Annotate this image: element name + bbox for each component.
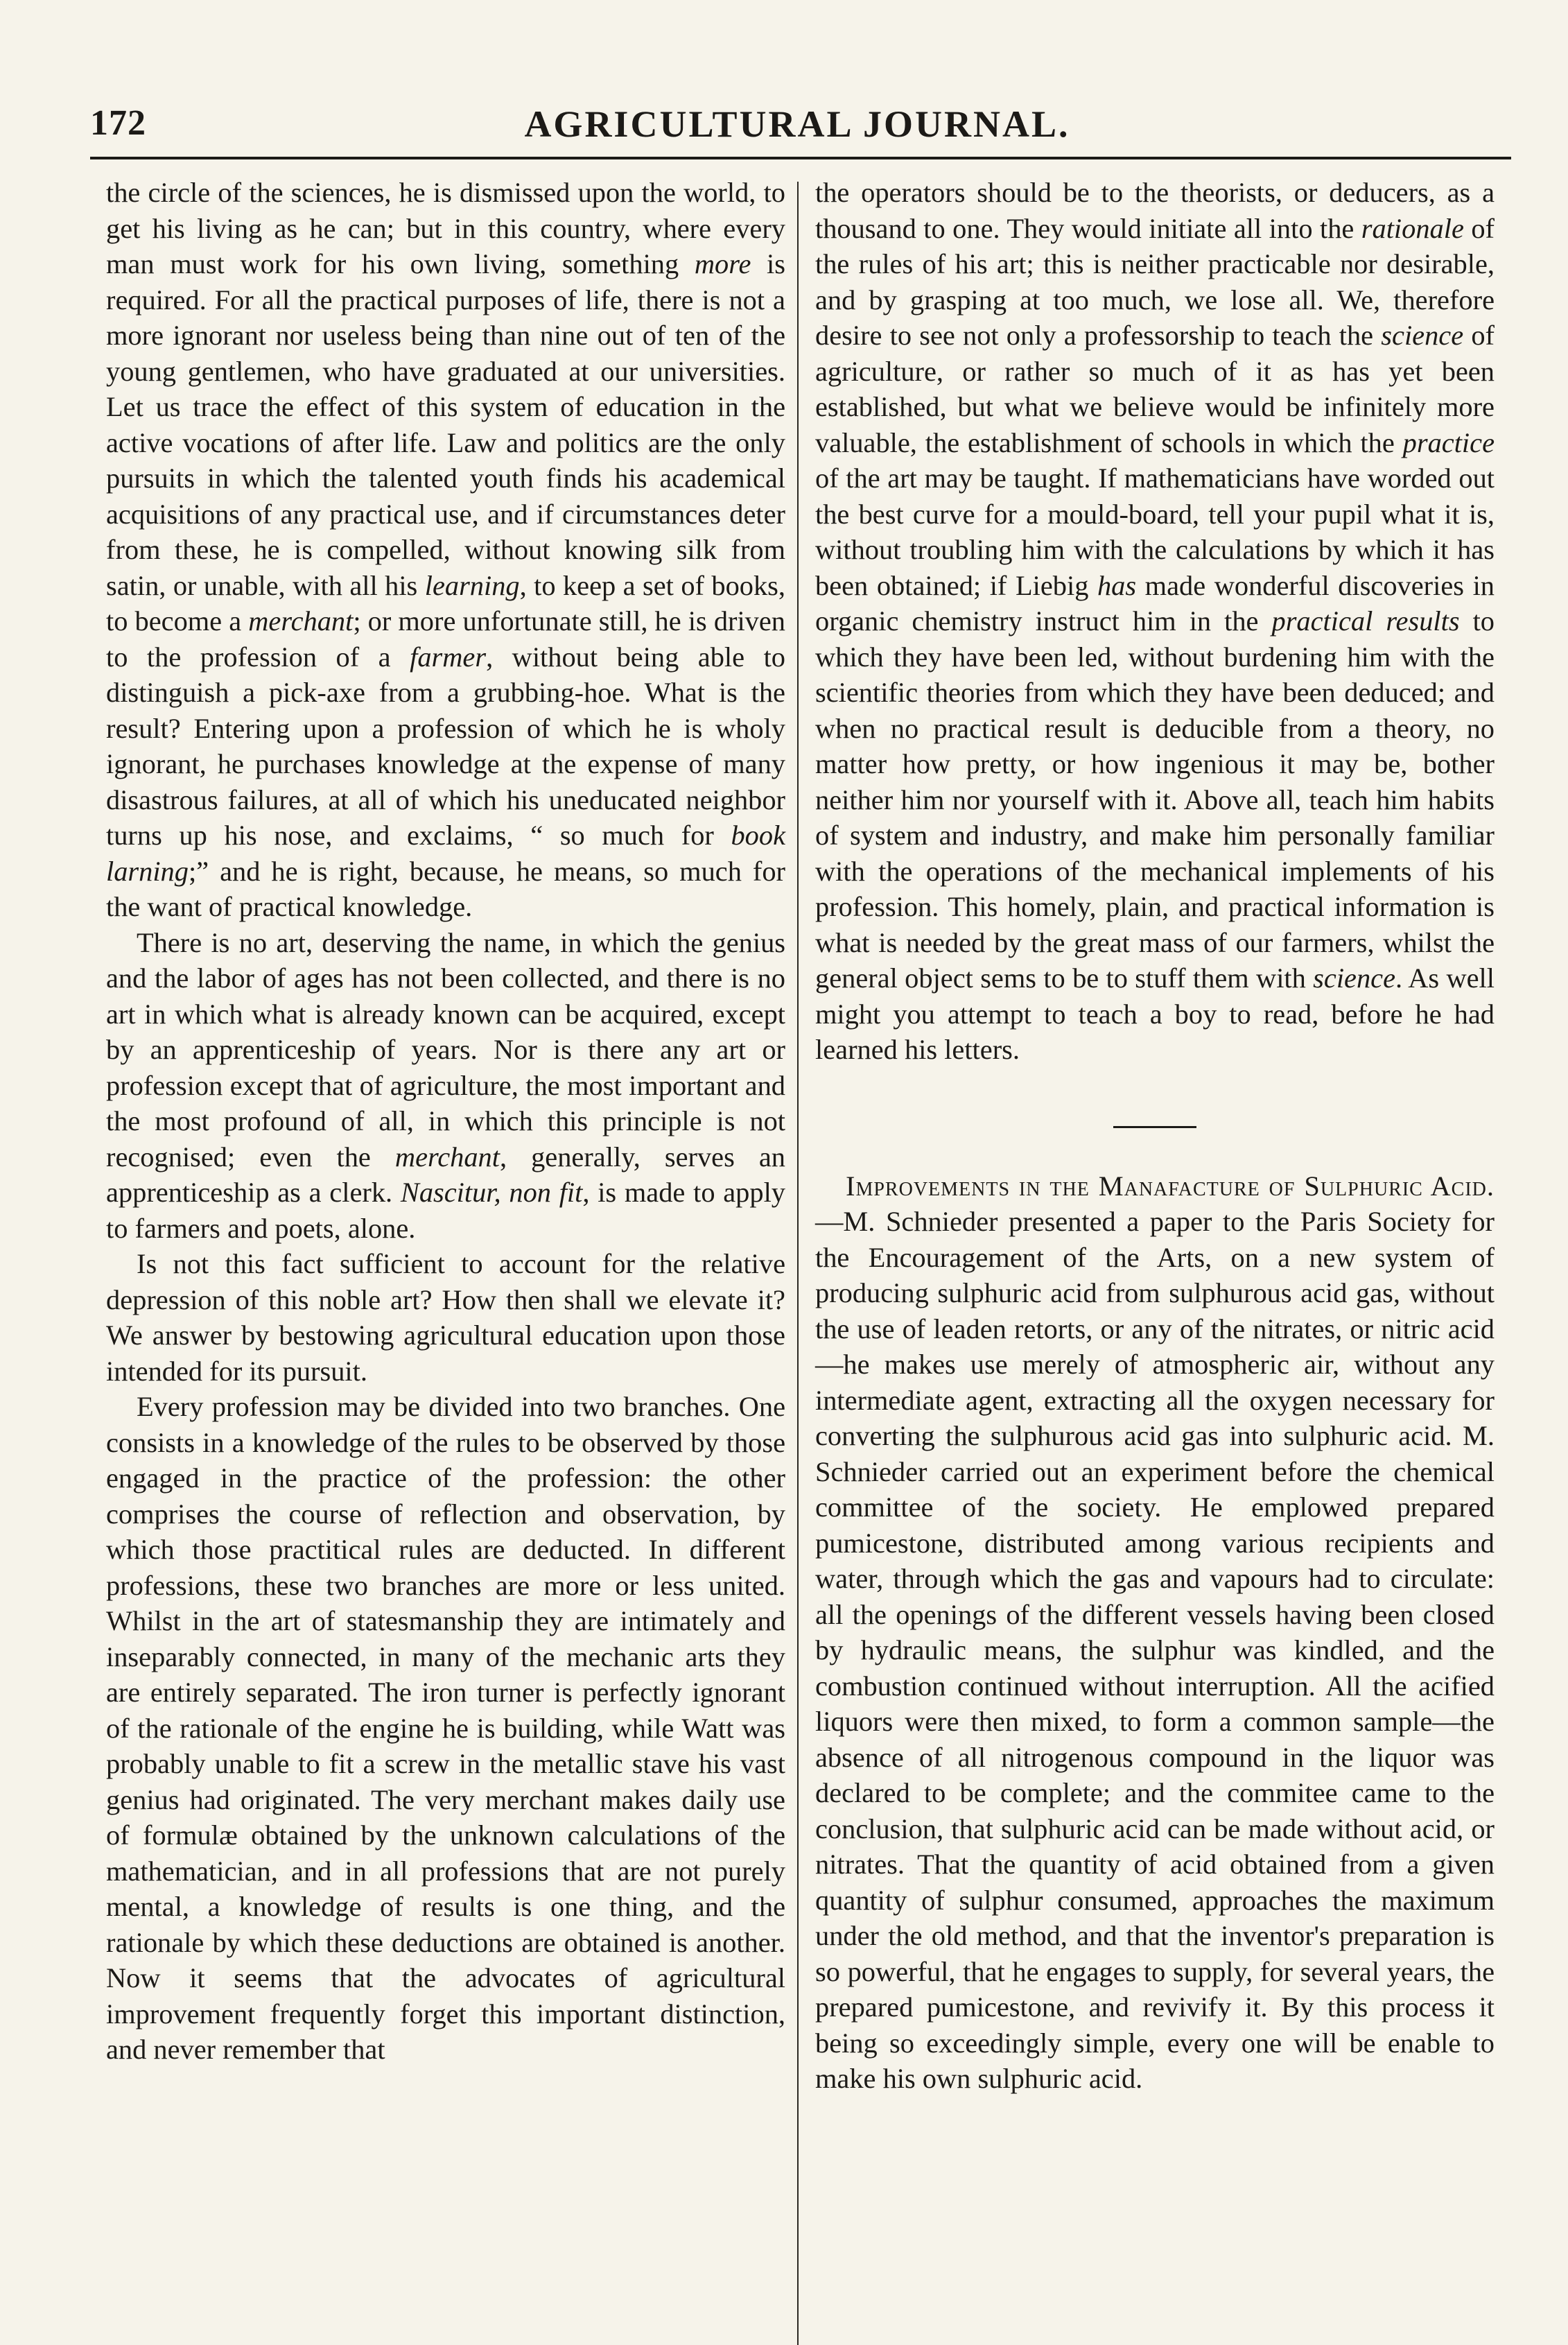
text-run: to which they have been led, without burdening him with the scientific theories from which they have been deduced; and when no practical result is deducible from a theory, no matter how pretty, or how ingenious it may be, bother neither him nor yourself with it. Above all, teach him habits of system and industry, and make him personally familiar with the operations of the mechanical implements of his profession. This homely, plain, and practical information is what is needed by the great mass of our farmers, whilst the general object sems to be to stuff them with — [815, 605, 1495, 994]
paragraph — [106, 925, 785, 1247]
italic-text: science — [1313, 962, 1396, 994]
italic-text: merchant — [394, 1141, 500, 1172]
text-run: of agriculture, or rather so much of it as has yet been established, but what we believe would be infinitely more valuable, the establishment of schools in which the — [815, 320, 1495, 458]
left-column — [106, 175, 785, 2068]
text-run: ; or more unfortunate still, he is driven to the profession of a — [106, 605, 786, 673]
header-rule — [90, 157, 1511, 159]
text-run: of the rules of his art; this is neither practicable nor desirable, and by grasping at too much, we lose all. We, therefore desire to see not only a professorship to teach the — [815, 212, 1495, 351]
paragraph — [815, 175, 1495, 1068]
text-run: , to keep a set of books, to become a — [106, 569, 785, 637]
text-run: , without being able to distinguish a pick-axe from a grubbing-hoe. What is the result? Entering upon a profession of which he is wholy ignorant, he purchases knowledge at the expense of many disastrous failures, at all of which his uneducated neighbor turns up his nose, and exclaims, “ so much for — [106, 641, 785, 851]
italic-text: book larning — [106, 820, 785, 887]
section-divider — [1113, 1126, 1196, 1128]
running-title: AGRICULTURAL JOURNAL. — [524, 103, 1070, 145]
right-column — [815, 175, 1495, 2097]
italic-text: farmer — [410, 641, 487, 673]
italic-text: has — [1097, 569, 1137, 601]
article-paragraph — [815, 1168, 1495, 2097]
italic-text: practical results — [1271, 605, 1460, 637]
italic-text: more — [694, 248, 751, 279]
paragraph: Every profession may be divided into two branches. One consists in a knowledge of the rules to be observed by those engaged in the practice of the profession: the other comprises the course of reflection and observation, by which those practitical rules are deducted. In different professions, these two branches are more or less united. Whilst in the art of statesmanship they are intimately and inseparably connected, in many of the mechanic arts they are entirely separated. The iron turner is perfectly ignorant of the rationale of the engine he is building, while Watt was probably unable to fit a screw in the metallic stave his vast genius had originated. The very merchant makes daily use of formulæ obtained by the unknown calculations of the mathematician, and in all professions that are not purely mental, a knowledge of results is one thing, and the rationale by which these deductions are obtained is another. Now it seems that the advocates of agricultural improvement frequently forget this important distinction, and never remember that — [106, 1391, 785, 2065]
italic-text: science — [1381, 320, 1464, 351]
text-run: ;” and he is right, because, he means, so much for the want of practical knowledge. — [106, 855, 785, 922]
text-run: is required. For all the practical purposes of life, there is not a more ignorant nor useless being than nine out of ten of the young gentlemen, who have graduated at our universities. Let us trace the effect of this system of education in the active vocations of after life. Law and politics are the only pursuits in which the talented youth finds his academical acquisitions of any practical use, and if circumstances deter from these, he is compelled, without knowing silk from satin, or unable, with all his — [106, 248, 785, 601]
text-run: . As well might you attempt to teach a boy to read, before he had learned his letters. — [815, 962, 1495, 1065]
column-divider — [797, 182, 799, 2345]
italic-text: practice — [1402, 426, 1495, 458]
text-run: the circle of the sciences, he is dismissed upon the world, to get his living as he can; but in this country, where every man must work for his own living, something — [106, 177, 785, 279]
italic-text: learning — [424, 569, 520, 601]
italic-text: merchant — [248, 605, 354, 637]
paragraph: Is not this fact sufficient to account for the relative depression of this noble art? How then shall we elevate it? We answer by bestowing agricultural education upon those intended for its pursuit. — [106, 1248, 785, 1387]
text-run: , generally, serves an apprenticeship as a clerk. — [106, 1141, 785, 1208]
text-run: made wonderful discoveries in organic chemistry instruct him in the — [815, 569, 1495, 637]
text-run: of the art may be taught. If mathematicians have worded out the best curve for a mould-board, tell your pupil what it is, without troubling him with the calculations by which it has been obtained; if Liebig — [815, 462, 1495, 601]
text-run: the operators should be to the theorists, or deducers, as a thousand to one. They would initiate all into the — [815, 177, 1495, 244]
text-run: , is made to apply to farmers and poets, alone. — [106, 1177, 785, 1244]
paragraph — [106, 175, 785, 925]
article-heading: Improvements in the Manafacture of Sulphuric Acid. — [846, 1170, 1495, 1202]
italic-text: Nascitur, non fit — [400, 1177, 583, 1208]
page-header — [90, 103, 1504, 153]
text-run: There is no art, deserving the name, in which the genius and the labor of ages has not been collected, and there is no art in which what is already known can be acquired, except by an apprenticeship of years. Nor is there any art or profession except that of agriculture, the most important and the most profound of all, in which this principle is not recognised; even the — [106, 926, 785, 1172]
italic-text: rationale — [1361, 212, 1464, 244]
page-number: 172 — [90, 103, 146, 143]
article-body: —M. Schnieder presented a paper to the Paris Society for the Encouragement of the Arts, on a new system of producing sulphuric acid from sulphurous acid gas, without the use of leaden retorts, or any of the nitrates, or nitric acid—he makes use merely of atmospheric air, without any intermediate agent, extracting all the oxygen necessary for converting the sulphurous acid gas into sulphuric acid. M. Schnieder carried out an experiment before the chemical committee of the society. He emplowed prepared pumicestone, distributed among various recipients and water, through which the gas and vapours had to circulate: all the openings of the different vessels having been closed by hydraulic means, the sulphur was kindled, and the combustion continued without interruption. All the acified liquors were then mixed, to form a common sample—the absence of all nitrogenous compound in the liquor was declared to be complete; and the commitee came to the conclusion, that sulphuric acid can be made without acid, or nitrates. That the quantity of acid obtained from a given quantity of sulphur consumed, approaches the maximum under the old method, and that the inventor's preparation is so powerful, that he engages to supply, for several years, the prepared pumicestone, and revivify it. By this process it being so exceedingly simple, every one will be enable to make his own sulphuric acid. — [815, 1206, 1495, 2094]
